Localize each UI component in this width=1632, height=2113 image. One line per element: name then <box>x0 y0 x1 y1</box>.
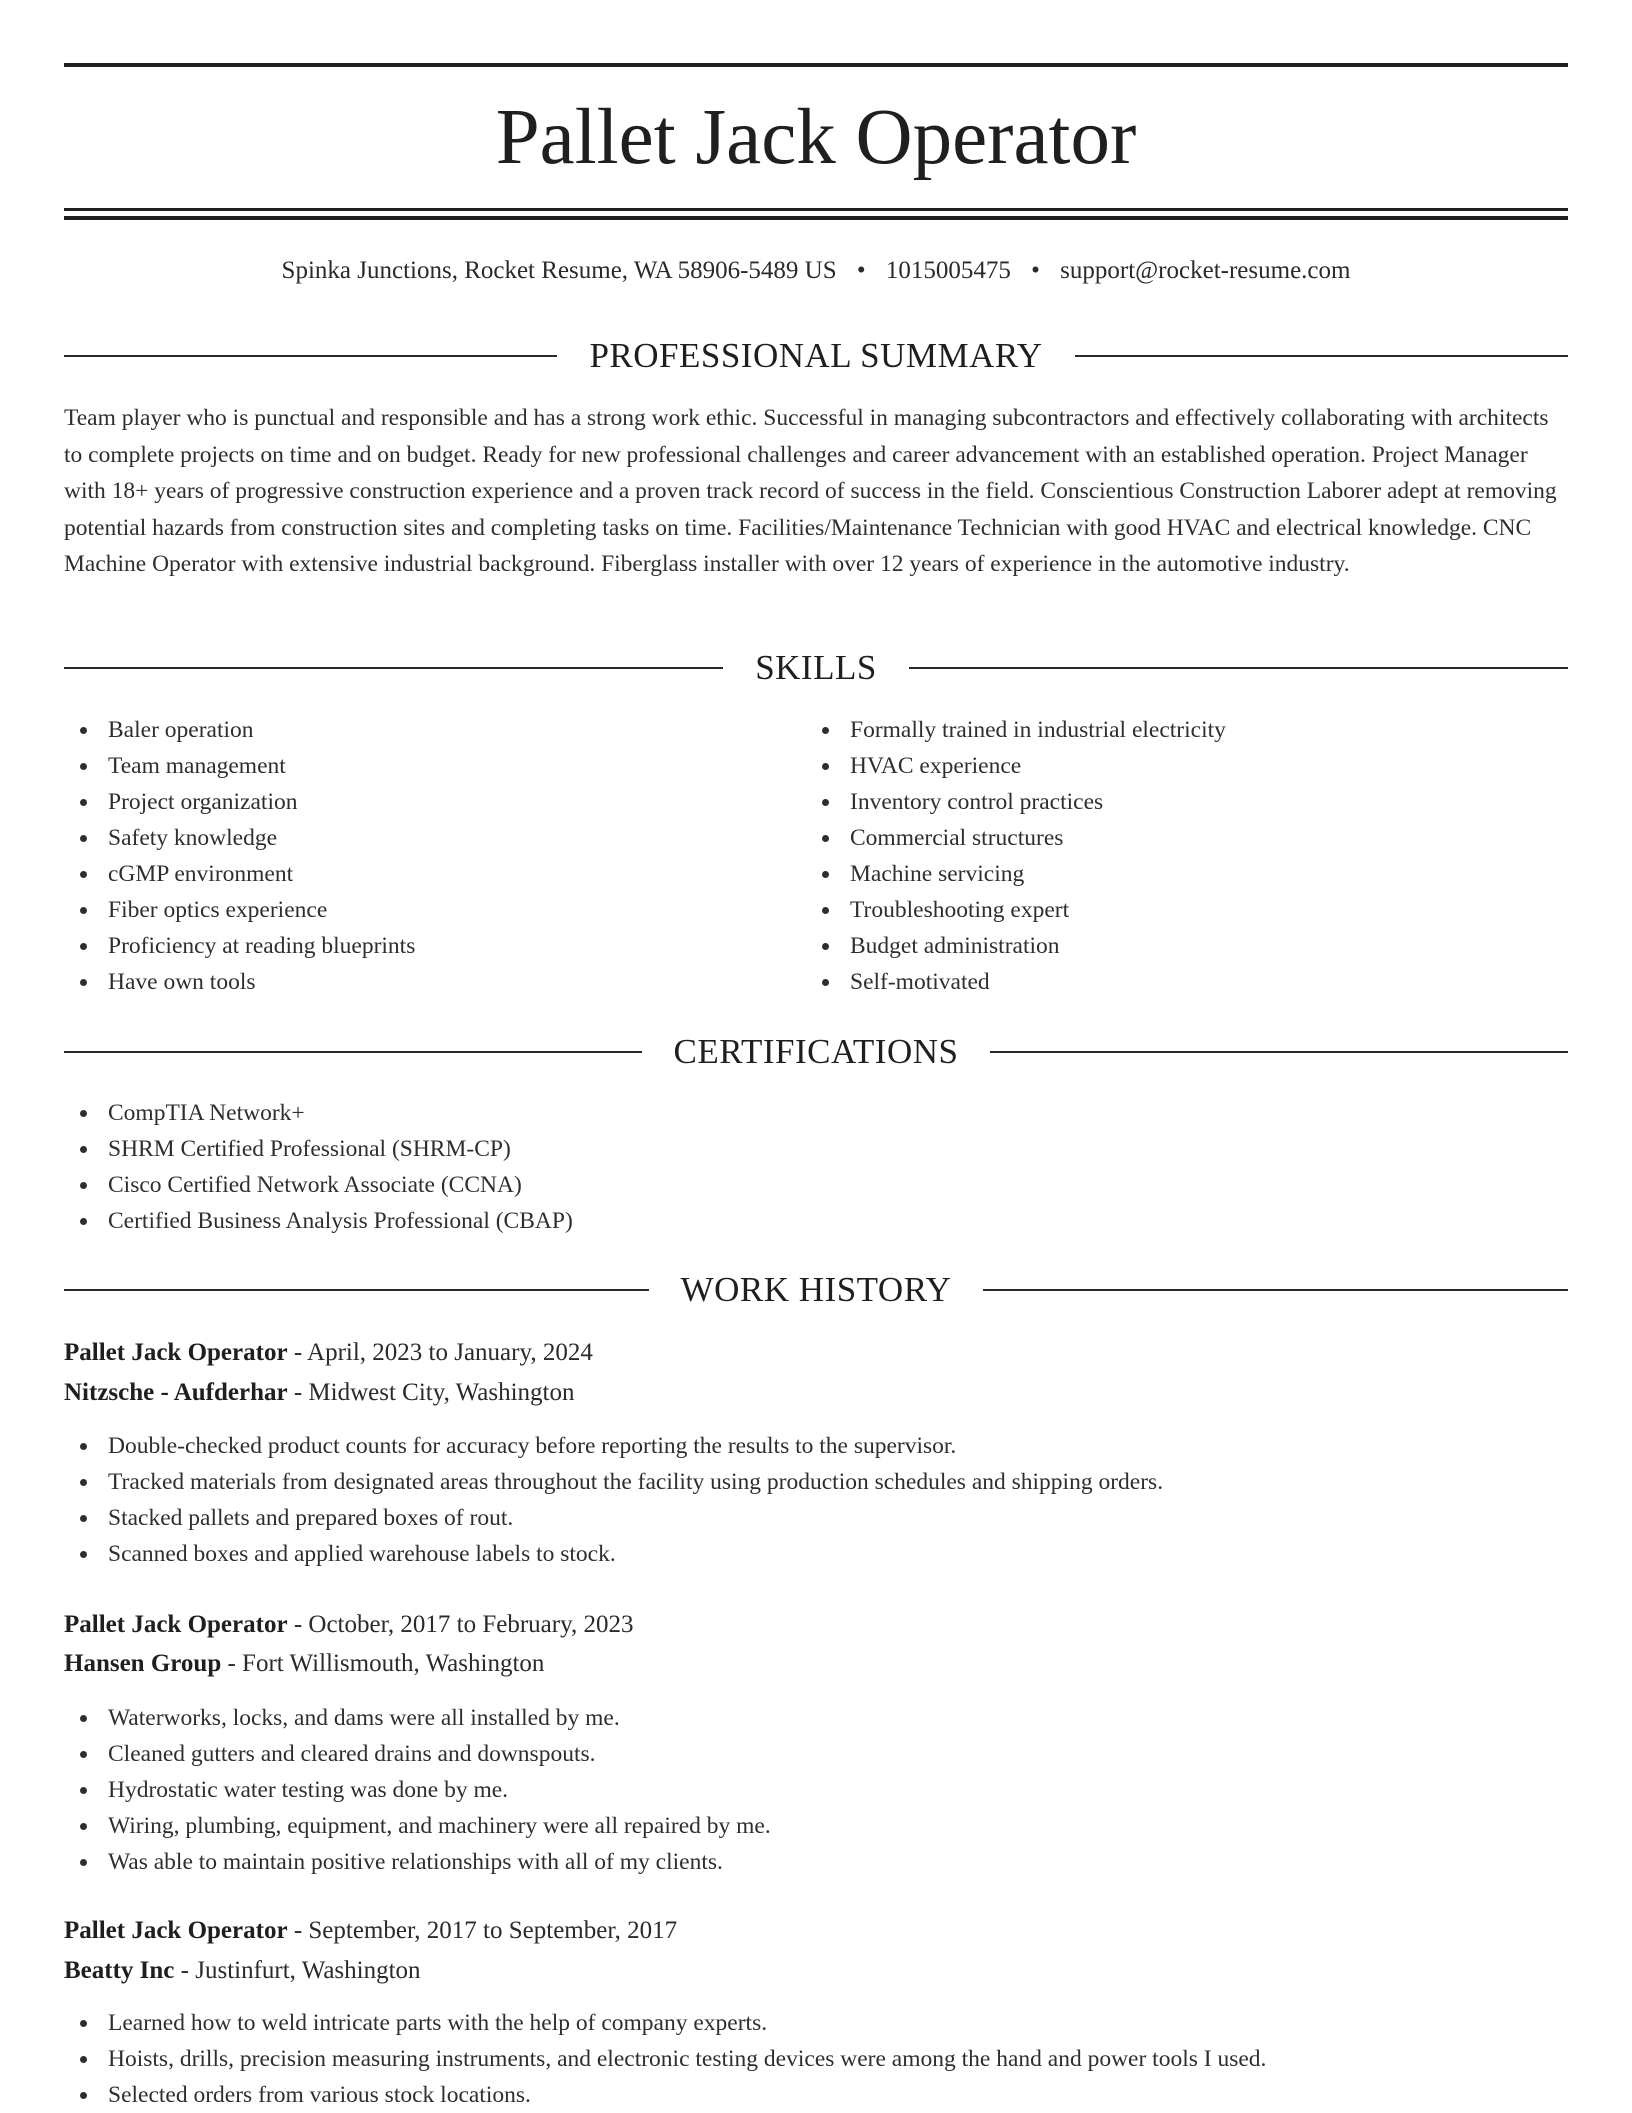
job-dates: - April, 2023 to January, 2024 <box>287 1339 593 1366</box>
job-location: - Midwest City, Washington <box>287 1379 575 1406</box>
skill-item: Baler operation <box>64 712 415 748</box>
job-bullets <box>64 1428 1163 1572</box>
skill-item: Fiber optics experience <box>64 892 415 928</box>
section-heading-summary <box>64 334 1568 378</box>
section-heading-label: WORK HISTORY <box>680 1270 952 1309</box>
skill-item: Proficiency at reading blueprints <box>64 928 415 964</box>
job-title: Pallet Jack Operator <box>64 1611 288 1638</box>
summary-text: Team player who is punctual and responsible and has a strong work ethic. Successful in managing subcontractors and effectively collaborating with architects to complete projects on time and on budget. Ready for new professional challenges and career advancement with an established operation. Project Manager with 18+ years of progressive construction experience and a proven track record of success in the field. Conscientious Construction Laborer adept at removing potential hazards from construction sites and completing tasks on time. Facilities/Maintenance Technician with good HVAC and electrical knowledge. CNC Machine Operator with extensive industrial background. Fiberglass installer with over 12 years of experience in the automotive industry. <box>64 405 1557 578</box>
job-bullet: Hydrostatic water testing was done by me. <box>64 1772 771 1808</box>
skills-list-left <box>64 712 415 1000</box>
heading-rule <box>990 1051 1568 1053</box>
heading-rule <box>1075 355 1568 357</box>
job-bullet: Double-checked product counts for accuracy before reporting the results to the supervisor. <box>64 1428 1163 1464</box>
skill-item: Project organization <box>64 784 415 820</box>
section-heading-work-history <box>64 1268 1568 1312</box>
job-company-line <box>64 1953 421 1989</box>
skill-item: Commercial structures <box>806 820 1226 856</box>
certifications-list <box>64 1095 573 1239</box>
heading-rule <box>64 667 723 669</box>
job-company: Nitzsche - Aufderhar <box>64 1379 288 1406</box>
contact-address: Spinka Junctions, Rocket Resume, WA 58906-5489 US <box>281 257 837 284</box>
skill-item: Machine servicing <box>806 856 1226 892</box>
header-top-rule <box>64 63 1568 67</box>
skill-item: Troubleshooting expert <box>806 892 1226 928</box>
skill-item: HVAC experience <box>806 748 1226 784</box>
job-bullet: Selected orders from various stock locations. <box>64 2077 1266 2113</box>
job-company: Hansen Group <box>64 1650 222 1677</box>
job-company: Beatty Inc <box>64 1957 175 1984</box>
contact-email: support@rocket-resume.com <box>1060 257 1351 284</box>
job-title-line <box>64 1607 633 1643</box>
certification-item: CompTIA Network+ <box>64 1095 573 1131</box>
job-bullet: Wiring, plumbing, equipment, and machinery were all repaired by me. <box>64 1808 771 1844</box>
heading-rule <box>909 667 1568 669</box>
job-bullets <box>64 2005 1266 2113</box>
section-heading-label: SKILLS <box>755 648 877 687</box>
job-location: - Justinfurt, Washington <box>174 1957 421 1984</box>
job-bullet: Waterworks, locks, and dams were all installed by me. <box>64 1700 771 1736</box>
heading-rule <box>983 1289 1568 1291</box>
job-title-line <box>64 1335 593 1371</box>
job-company-line <box>64 1646 544 1682</box>
job-bullet: Hoists, drills, precision measuring instruments, and electronic testing devices were among the hand and power tools I used. <box>64 2041 1266 2077</box>
certification-item: SHRM Certified Professional (SHRM-CP) <box>64 1131 573 1167</box>
job-company-line <box>64 1375 574 1411</box>
job-title: Pallet Jack Operator <box>64 1917 288 1944</box>
section-heading-skills <box>64 646 1568 690</box>
heading-rule <box>64 1289 649 1291</box>
job-bullet: Stacked pallets and prepared boxes of rout. <box>64 1500 1163 1536</box>
skills-list-right <box>806 712 1226 1000</box>
job-dates: - October, 2017 to February, 2023 <box>287 1611 634 1638</box>
job-title-line <box>64 1913 677 1949</box>
job-location: - Fort Willismouth, Washington <box>221 1650 545 1677</box>
job-title: Pallet Jack Operator <box>64 1339 288 1366</box>
job-bullet: Was able to maintain positive relationships with all of my clients. <box>64 1844 771 1880</box>
job-bullet: Scanned boxes and applied warehouse labels to stock. <box>64 1536 1163 1572</box>
skill-item: Self-motivated <box>806 964 1226 1000</box>
resume-title: Pallet Jack Operator <box>495 94 1137 181</box>
skill-item: Formally trained in industrial electricity <box>806 712 1226 748</box>
skill-item: Safety knowledge <box>64 820 415 856</box>
certification-item: Cisco Certified Network Associate (CCNA) <box>64 1167 573 1203</box>
skill-item: cGMP environment <box>64 856 415 892</box>
heading-rule <box>64 355 557 357</box>
header-double-rule-lower <box>64 216 1568 220</box>
job-bullet: Tracked materials from designated areas throughout the facility using production schedules and shipping orders. <box>64 1464 1163 1500</box>
section-heading-label: CERTIFICATIONS <box>673 1032 959 1071</box>
skill-item: Team management <box>64 748 415 784</box>
skill-item: Have own tools <box>64 964 415 1000</box>
job-dates: - September, 2017 to September, 2017 <box>287 1917 678 1944</box>
job-bullet: Cleaned gutters and cleared drains and downspouts. <box>64 1736 771 1772</box>
skill-item: Inventory control practices <box>806 784 1226 820</box>
heading-rule <box>64 1051 642 1053</box>
section-heading-certifications <box>64 1030 1568 1074</box>
skill-item: Budget administration <box>806 928 1226 964</box>
section-heading-label: PROFESSIONAL SUMMARY <box>589 336 1043 375</box>
contact-line <box>64 254 1568 288</box>
certification-item: Certified Business Analysis Professional (CBAP) <box>64 1203 573 1239</box>
job-bullets <box>64 1700 771 1880</box>
header-double-rule-upper <box>64 208 1568 211</box>
contact-phone: 1015005475 <box>885 257 1011 284</box>
job-bullet: Learned how to weld intricate parts with the help of company experts. <box>64 2005 1266 2041</box>
contact-separator: • <box>1031 257 1040 284</box>
contact-separator: • <box>856 257 866 284</box>
